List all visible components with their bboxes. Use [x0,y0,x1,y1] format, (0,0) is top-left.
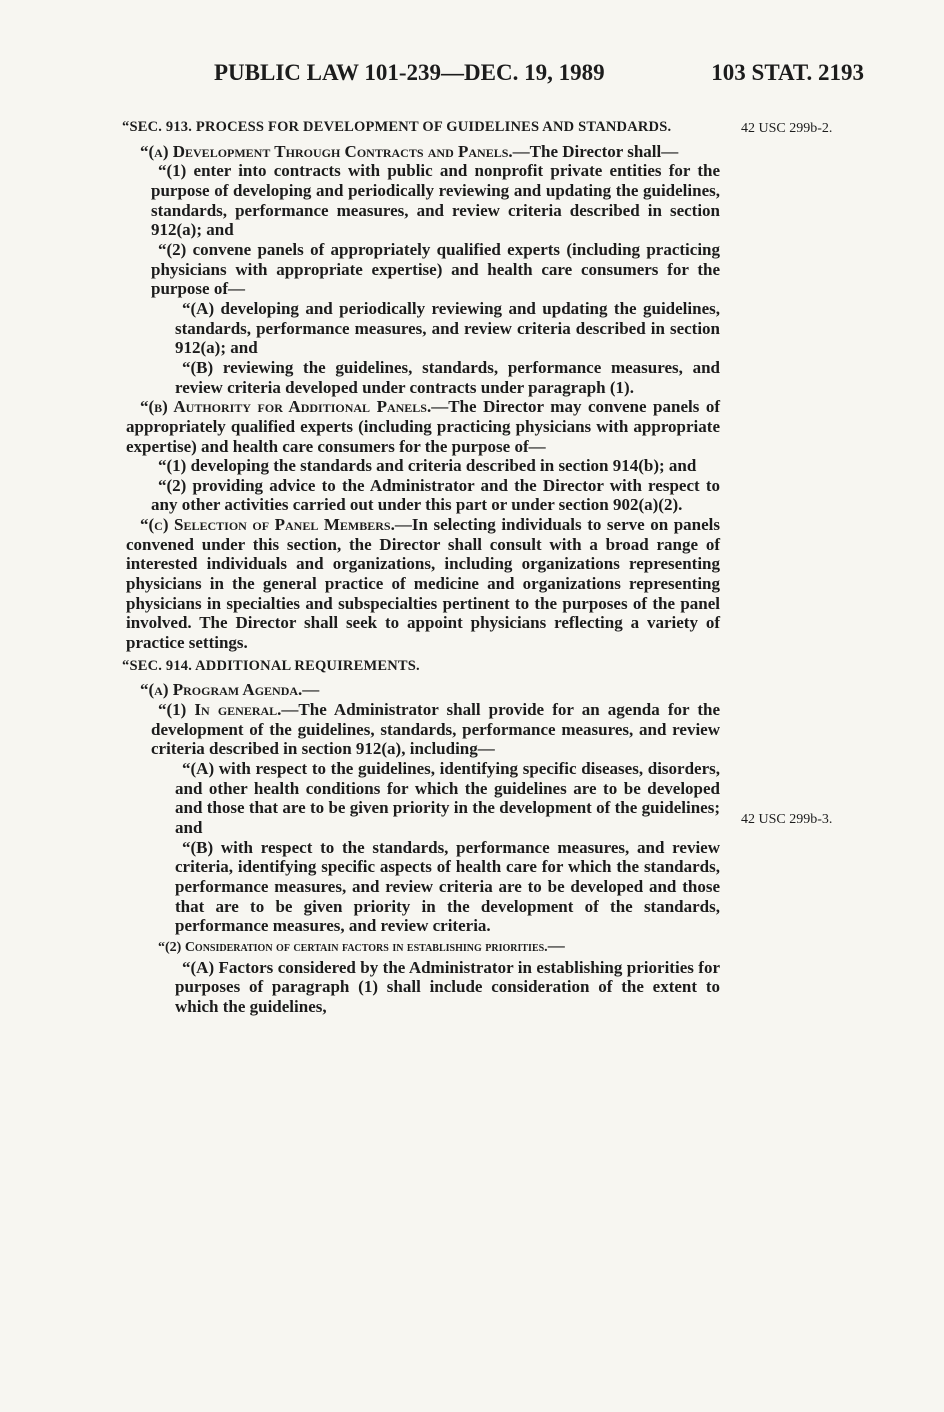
paragraph-914a1 [126,700,720,759]
paragraph-913a2 [126,240,720,299]
subsection-913b [126,397,720,456]
header-stat-number: 103 STAT. 2193 [711,60,864,85]
margin-note-sec913: 42 USC 299b-2. [741,121,833,136]
margin-note-sec914: 42 USC 299b-3. [741,812,833,827]
subsection-914a-heading: “(a) Program Agenda. [140,680,303,700]
subsection-913c-heading: “(c) Selection of Panel Members. [140,515,395,535]
subsection-914a-text: — [302,680,320,700]
subsection-914a [126,680,720,700]
paragraph-914a2-heading: “(2) Consideration of certain factors in establishing priorities. [158,939,548,955]
paragraph-913a2-text: “(2) convene panels of appropriately qualified experts (including practicing physicians with appropriate expertise) and health care consumers for the purpose of— [151,239,720,299]
header-title: PUBLIC LAW 101-239—DEC. 19, 1989 [214,60,605,85]
section-913-heading: “SEC. 913. PROCESS FOR DEVELOPMENT OF GUIDELINES AND STANDARDS. [122,119,672,135]
subsection-913a-heading: “(a) Development Through Contracts and Panels. [140,141,513,161]
subparagraph-914a2A-text: “(A) Factors considered by the Administrator in establishing priorities for purposes of paragraph (1) shall include consideration of the extent to which the guidelines, [175,957,720,1016]
page-header [214,60,864,96]
subparagraph-914a1A [126,759,720,838]
section-914-heading: “SEC. 914. ADDITIONAL REQUIREMENTS. [122,657,420,674]
subsection-913a [126,142,720,162]
subparagraph-914a2A [126,958,720,1017]
paragraph-913b2 [126,476,720,515]
subsection-913c-text: —In selecting individuals to serve on panels convened under this section, the Director shall consult with a broad range of interested individuals and organizations, including organizations representing physicians in the general practice of medicine and organizations representing physicians in specialties and subspecialties pertinent to the purposes of the panel involved. The Director shall seek to appoint physicians reflecting a variety of practice settings. [126,515,720,653]
subparagraph-913a2B [126,358,720,397]
subparagraph-913a2A-text: “(A) developing and periodically reviewing and updating the guidelines, standards, performance measures, and review criteria described in section 912(a); and [175,298,720,358]
subsection-913c [126,515,720,653]
subsection-913a-text: —The Director shall— [512,141,679,161]
paragraph-914a1-text: —The Administrator shall provide for an agenda for the development of the guidelines, standards, performance measures, and review criteria described in section 912(a), including— [151,700,721,759]
paragraph-914a2 [126,936,720,958]
subparagraph-914a1B [126,838,720,936]
paragraph-913b2-text: “(2) providing advice to the Administrator and the Director with respect to any other activities carried out under this part or under section 902(a)(2). [151,475,720,515]
subparagraph-913a2B-text: “(B) reviewing the guidelines, standards, performance measures, and review criteria developed under contracts under paragraph (1). [175,357,720,397]
paragraph-913b1-text: “(1) developing the standards and criteria described in section 914(b); and [158,456,697,476]
paragraph-913b1 [126,456,720,476]
paragraph-914a2-text: — [547,935,565,955]
subparagraph-913a2A [126,299,720,358]
subparagraph-914a1A-text: “(A) with respect to the guidelines, identifying specific diseases, disorders, and other health conditions for which the guidelines are to be developed and those that are to be given priority in the development of the guidelines; and [175,759,720,837]
paragraph-914a1-heading: “(1) In general. [158,700,282,720]
subparagraph-914a1B-text: “(B) with respect to the standards, performance measures, and review criteria, identifying specific aspects of health care for which the standards, performance measures, and review criteria are to be developed and those that are to be given priority in the development of the standards, performance measures, and review criteria. [175,837,720,936]
subsection-913b-heading: “(b) Authority for Additional Panels. [140,397,432,417]
paragraph-913a1-text: “(1) enter into contracts with public and nonprofit private entities for the purpose of developing and periodically reviewing and updating the guidelines, standards, performance measures, and review criteria described in section 912(a); and [151,161,720,240]
paragraph-913a1 [126,161,720,240]
body-text [122,118,721,1017]
subsection-913b-text: —The Director may convene panels of appropriately qualified experts (including practicing physicians with appropriate expertise) and health care consumers for the purpose of— [126,397,720,456]
